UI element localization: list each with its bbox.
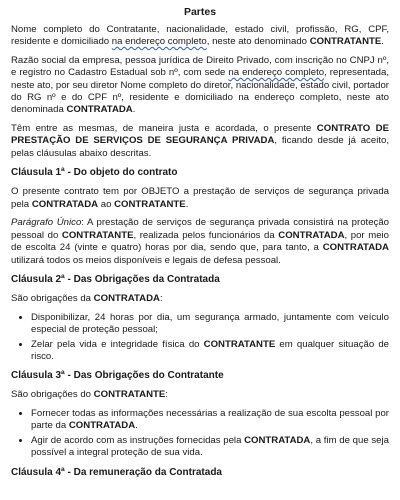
sole-paragraph-label: Parágrafo Único	[11, 217, 82, 229]
list-item: • Agir de acordo com as instruções fornecidas pela CONTRATADA, a fim de que seja possível a integral proteção de sua vida.	[31, 435, 389, 460]
clause-3-intro: São obrigações do CONTRATANTE:	[11, 389, 168, 401]
clause-3-list	[11, 408, 389, 460]
clause-2-heading: Cláusula 2ª - Das Obrigações da Contratada	[11, 274, 220, 286]
document-title: Partes	[183, 6, 217, 18]
agreement-paragraph: Têm entre as mesmas, de maneira justa e acordada, o presente CONTRATO DE PRESTAÇÃO DE SERVIÇOS DE SEGURANÇA PRIVADA, ficando desde já aceito, pelas cláusulas abaixo descritas.	[11, 122, 389, 159]
contratante-paragraph: Nome completo do Contratante, nacionalidade, estado civil, profissão, RG, CPF, residente e domiciliado na endereço completo, neste ato denominado CONTRATANTE.	[11, 23, 389, 48]
clause-4-heading: Cláusula 4ª - Da remuneração da Contratada	[11, 466, 222, 478]
list-item: • Fornecer todas as informações necessárias a realização de sua escolta pessoal por parte da CONTRATADA.	[31, 408, 389, 433]
clause-1-sole-paragraph: Parágrafo Único: A prestação de serviços de segurança privada consistirá na proteção pessoal do CONTRATANTE, realizada pelos funcionários da CONTRATADA, por meio de escolta 24 (vinte e quatro) horas por dia, sendo que, para tanto, a CONTRATADA utilizará todos os meios disponíveis e legais de defesa pessoal.	[11, 217, 389, 266]
clause-3-heading: Cláusula 3ª - Das Obrigações do Contratante	[11, 370, 224, 382]
clause-2-list	[11, 312, 389, 364]
contratada-paragraph: Razão social da empresa, pessoa jurídica de Direito Privado, com inscrição no CNPJ nº, e registro no Cadastro Estadual sob nº, com sede na endereço completo, representada, neste ato, por seu diretor Nome completo do diretor, nacionalidade, estado civil, portador do RG nº e do CPF nº, residente e domiciliado na endereço completo, neste ato denominada CONTRATADA.	[11, 54, 389, 116]
spellcheck-underlined-text: na endereço completo	[228, 67, 325, 79]
list-item: • Disponibilizar, 24 horas por dia, um segurança armado, juntamente com veículo especial de proteção pessoal;	[31, 312, 389, 337]
clause-2-intro: São obrigações da CONTRATADA:	[11, 293, 163, 305]
clause-1-heading: Cláusula 1ª - Do objeto do contrato	[11, 167, 178, 179]
clause-1-object-paragraph: O presente contrato tem por OBJETO a prestação de serviços de segurança privada pela CONTRATADA ao CONTRATANTE.	[11, 186, 389, 210]
spellcheck-underlined-text: na endereço completo	[111, 36, 207, 48]
list-item: • Zelar pela vida e integridade física do CONTRATANTE em qualquer situação de risco.	[31, 339, 389, 364]
